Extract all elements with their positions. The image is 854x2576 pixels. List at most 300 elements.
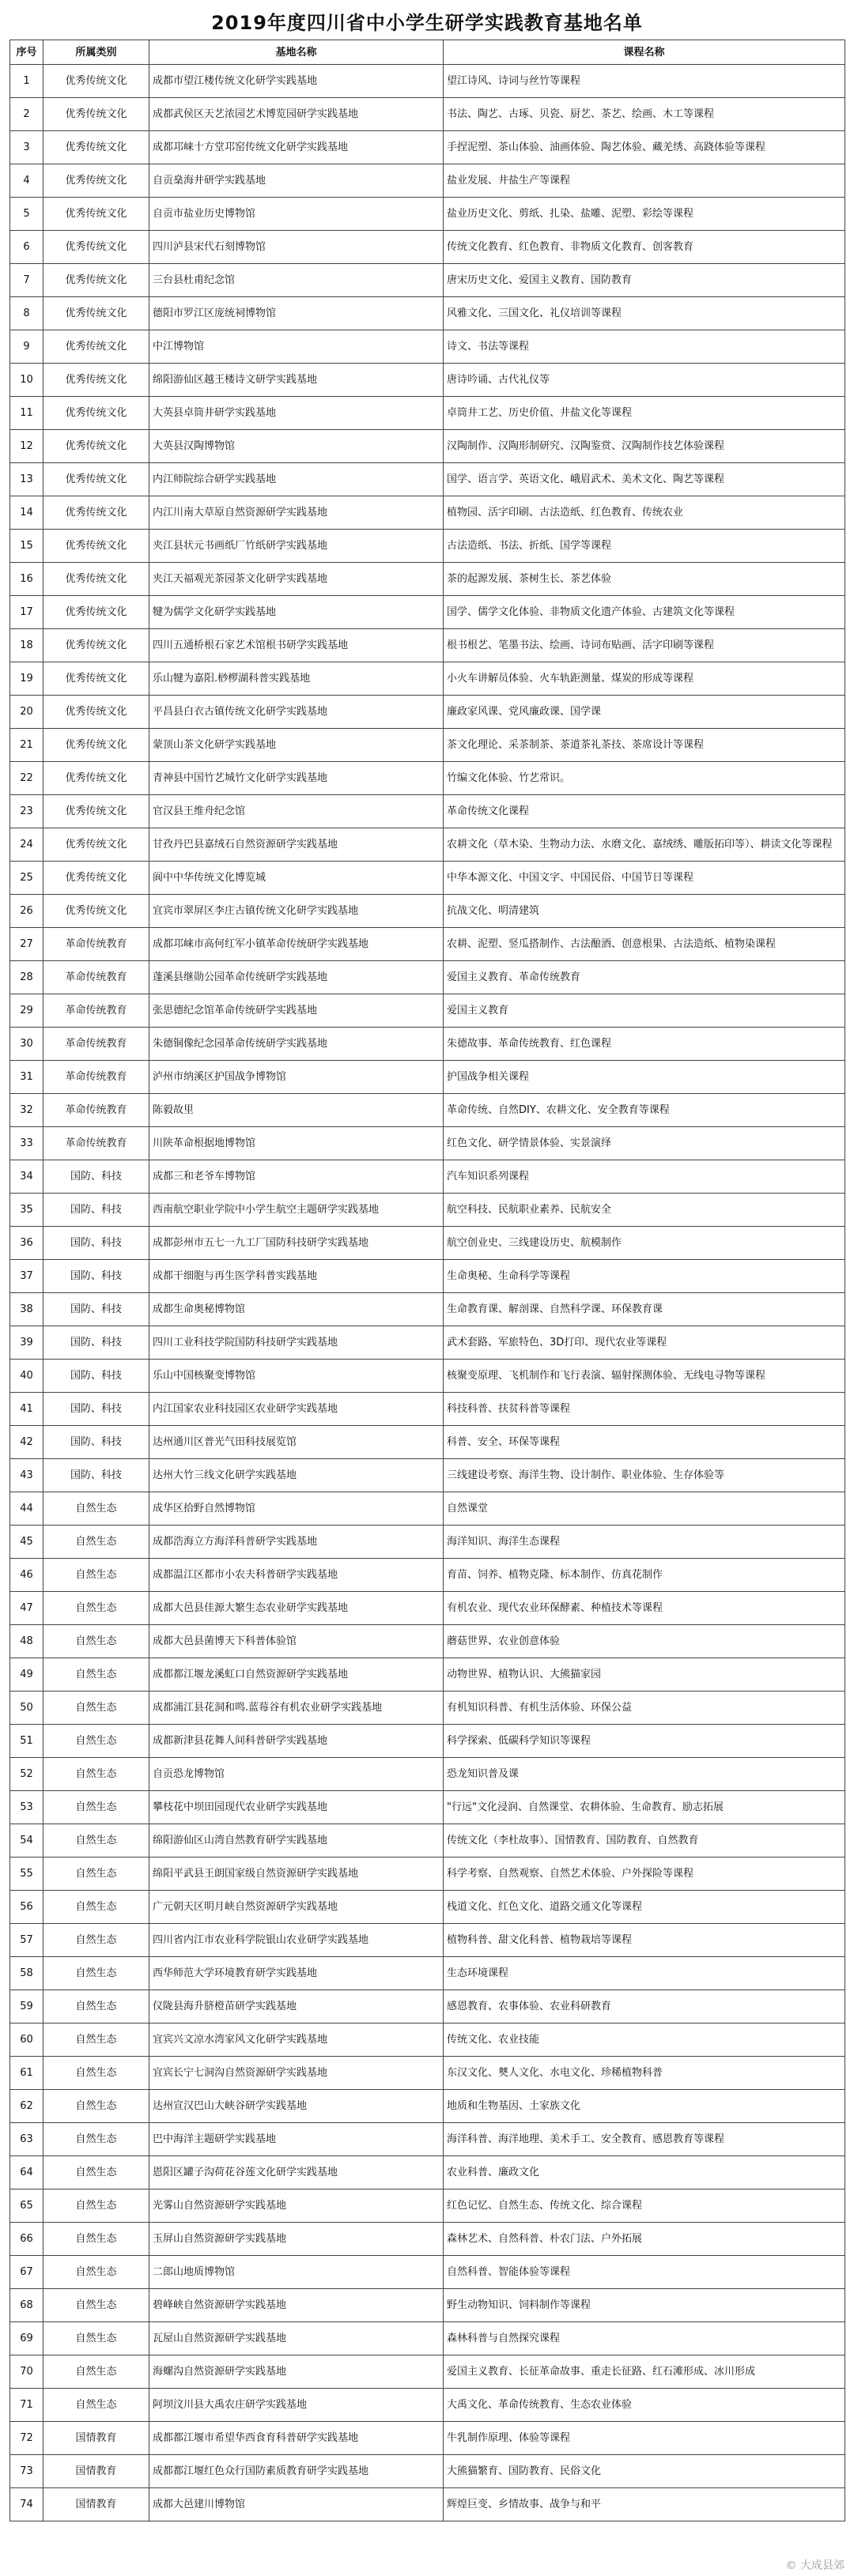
- row-base-name: 四川工业科技学院国防科技研学实践基地: [149, 1326, 444, 1360]
- row-course-name: 动物世界、植物认识、大熊猫家园: [444, 1658, 845, 1692]
- row-base-name: 攀枝花中坝田园现代农业研学实践基地: [149, 1791, 444, 1824]
- table-row: [10, 1526, 845, 1559]
- row-number: 39: [10, 1326, 43, 1360]
- row-number: 68: [10, 2289, 43, 2322]
- row-course-name: 蘑菇世界、农业创意体验: [444, 1625, 845, 1658]
- row-course-name: 传统文化教育、红色教育、非物质文化教育、创客教育: [444, 231, 845, 264]
- watermark: © 大成县郊: [785, 2559, 845, 2572]
- row-course-name: 东汉文化、僰人文化、水电文化、珍稀植物科普: [444, 2057, 845, 2090]
- table-row: [10, 1891, 845, 1924]
- row-base-name: 蓬溪县继勋公园革命传统研学实践基地: [149, 961, 444, 994]
- row-course-name: 大禹文化、革命传统教育、生态农业体验: [444, 2389, 845, 2422]
- row-number: 31: [10, 1061, 43, 1094]
- row-category: 自然生态: [43, 1625, 149, 1658]
- row-category: 自然生态: [43, 1592, 149, 1625]
- row-course-name: 辉煌巨变、乡情故事、战争与和平: [444, 2488, 845, 2521]
- table-row: [10, 828, 845, 862]
- row-course-name: 汉陶制作、汉陶形制研究、汉陶鉴赏、汉陶制作技艺体验课程: [444, 430, 845, 463]
- row-course-name: 唐宋历史文化、爱国主义教育、国防教育: [444, 264, 845, 297]
- row-base-name: 宜宾长宁七洞沟自然资源研学实践基地: [149, 2057, 444, 2090]
- row-number: 25: [10, 862, 43, 895]
- table-row: [10, 98, 845, 131]
- row-number: 41: [10, 1393, 43, 1426]
- row-number: 52: [10, 1758, 43, 1791]
- row-base-name: 宜宾市翠屏区李庄古镇传统文化研学实践基地: [149, 895, 444, 928]
- row-base-name: 大英县卓筒井研学实践基地: [149, 397, 444, 430]
- row-number: 13: [10, 463, 43, 496]
- row-base-name: 自贡市盐业历史博物馆: [149, 198, 444, 231]
- row-course-name: 爱国主义教育、革命传统教育: [444, 961, 845, 994]
- row-category: 革命传统教育: [43, 994, 149, 1028]
- row-course-name: 书法、陶艺、古琢、贝瓷、厨艺、茶艺、绘画、木工等课程: [444, 98, 845, 131]
- row-course-name: 风雅文化、三国文化、礼仪培训等课程: [444, 297, 845, 330]
- row-base-name: 成都生命奥秘博物馆: [149, 1293, 444, 1326]
- row-category: 自然生态: [43, 1957, 149, 1990]
- row-category: 自然生态: [43, 1924, 149, 1957]
- table-row: [10, 2156, 845, 2189]
- row-category: 优秀传统文化: [43, 828, 149, 862]
- row-base-name: 达州大竹三线文化研学实践基地: [149, 1459, 444, 1492]
- row-number: 61: [10, 2057, 43, 2090]
- row-number: 57: [10, 1924, 43, 1957]
- table-row: [10, 231, 845, 264]
- row-category: 国防、科技: [43, 1326, 149, 1360]
- table-row: [10, 463, 845, 496]
- row-number: 58: [10, 1957, 43, 1990]
- table-row: [10, 1227, 845, 1260]
- row-category: 国情教育: [43, 2422, 149, 2455]
- row-course-name: 竹编文化体验、竹艺常识。: [444, 762, 845, 795]
- table-row: [10, 330, 845, 364]
- row-course-name: 国学、儒学文化体验、非物质文化遗产体验、古建筑文化等课程: [444, 596, 845, 629]
- row-base-name: 成都干细胞与再生医学科普实践基地: [149, 1260, 444, 1293]
- table-row: [10, 1127, 845, 1160]
- table-row: [10, 2422, 845, 2455]
- table-row: [10, 164, 845, 198]
- row-course-name: 科学考察、自然观察、自然艺术体验、户外探险等课程: [444, 1858, 845, 1891]
- table-row: [10, 2090, 845, 2123]
- row-course-name: 恐龙知识普及课: [444, 1758, 845, 1791]
- row-base-name: 乐山犍为嘉阳.桫椤湖科普实践基地: [149, 662, 444, 696]
- row-category: 自然生态: [43, 2023, 149, 2057]
- row-course-name: 大熊猫繁育、国防教育、民俗文化: [444, 2455, 845, 2488]
- row-category: 自然生态: [43, 1526, 149, 1559]
- row-course-name: 手捏泥塑、茶山体验、油画体验、陶艺体验、藏羌绣、高跷体验等课程: [444, 131, 845, 164]
- row-category: 自然生态: [43, 1725, 149, 1758]
- row-base-name: 内江师院综合研学实践基地: [149, 463, 444, 496]
- row-course-name: 自然课堂: [444, 1492, 845, 1526]
- row-category: 自然生态: [43, 1758, 149, 1791]
- row-number: 30: [10, 1028, 43, 1061]
- row-number: 37: [10, 1260, 43, 1293]
- row-course-name: 汽车知识系列课程: [444, 1160, 845, 1194]
- row-category: 自然生态: [43, 1824, 149, 1858]
- row-course-name: 育苗、饲养、植物克隆、标本制作、仿真花制作: [444, 1559, 845, 1592]
- row-number: 46: [10, 1559, 43, 1592]
- row-base-name: 西华师范大学环境教育研学实践基地: [149, 1957, 444, 1990]
- row-number: 74: [10, 2488, 43, 2521]
- row-number: 66: [10, 2223, 43, 2256]
- row-number: 15: [10, 530, 43, 563]
- row-number: 36: [10, 1227, 43, 1260]
- row-course-name: 农业科普、廉政文化: [444, 2156, 845, 2189]
- row-number: 62: [10, 2090, 43, 2123]
- row-category: 自然生态: [43, 2256, 149, 2289]
- table-row: [10, 2488, 845, 2521]
- row-category: 革命传统教育: [43, 1028, 149, 1061]
- row-base-name: 成都浩海立方海洋科普研学实践基地: [149, 1526, 444, 1559]
- row-course-name: 小火车讲解员体验、火车轨距测量、煤炭的形成等课程: [444, 662, 845, 696]
- header-no: 序号: [10, 40, 43, 65]
- row-course-name: "行远"文化浸润、自然课堂、农耕体验、生命教育、励志拓展: [444, 1791, 845, 1824]
- row-category: 优秀传统文化: [43, 330, 149, 364]
- row-number: 71: [10, 2389, 43, 2422]
- row-category: 优秀传统文化: [43, 895, 149, 928]
- row-base-name: 成都市望江楼传统文化研学实践基地: [149, 65, 444, 98]
- header-base-name: 基地名称: [149, 40, 444, 65]
- table-row: [10, 131, 845, 164]
- row-number: 4: [10, 164, 43, 198]
- row-number: 19: [10, 662, 43, 696]
- table-row: [10, 1094, 845, 1127]
- row-number: 23: [10, 795, 43, 828]
- row-course-name: 植物科普、甜文化科普、植物栽培等课程: [444, 1924, 845, 1957]
- row-category: 国防、科技: [43, 1360, 149, 1393]
- row-number: 28: [10, 961, 43, 994]
- row-course-name: 森林艺术、自然科普、朴农门法、户外拓展: [444, 2223, 845, 2256]
- row-base-name: 海螺沟自然资源研学实践基地: [149, 2355, 444, 2389]
- row-category: 优秀传统文化: [43, 662, 149, 696]
- row-category: 国防、科技: [43, 1194, 149, 1227]
- row-course-name: 科学探索、低碳科学知识等课程: [444, 1725, 845, 1758]
- row-base-name: 自贡燊海井研学实践基地: [149, 164, 444, 198]
- row-number: 10: [10, 364, 43, 397]
- row-category: 自然生态: [43, 1990, 149, 2023]
- table-row: [10, 729, 845, 762]
- row-course-name: 卓筒井工艺、历史价值、井盐文化等课程: [444, 397, 845, 430]
- row-number: 18: [10, 629, 43, 662]
- row-category: 优秀传统文化: [43, 430, 149, 463]
- table-row: [10, 297, 845, 330]
- row-category: 优秀传统文化: [43, 463, 149, 496]
- row-base-name: 内江国家农业科技园区农业研学实践基地: [149, 1393, 444, 1426]
- table-row: [10, 1459, 845, 1492]
- row-base-name: 成都大邑县菌博天下科普体验馆: [149, 1625, 444, 1658]
- row-base-name: 乐山中国核聚变博物馆: [149, 1360, 444, 1393]
- row-base-name: 绵阳游仙区山湾自然教育研学实践基地: [149, 1824, 444, 1858]
- table-row: [10, 895, 845, 928]
- row-base-name: 三台县杜甫纪念馆: [149, 264, 444, 297]
- row-course-name: 生态环境课程: [444, 1957, 845, 1990]
- row-base-name: 蒙顶山茶文化研学实践基地: [149, 729, 444, 762]
- row-category: 自然生态: [43, 2090, 149, 2123]
- row-number: 33: [10, 1127, 43, 1160]
- table-row: [10, 1492, 845, 1526]
- row-course-name: 朱德故事、革命传统教育、红色课程: [444, 1028, 845, 1061]
- table-row: [10, 397, 845, 430]
- row-category: 革命传统教育: [43, 928, 149, 961]
- row-category: 优秀传统文化: [43, 364, 149, 397]
- row-number: 40: [10, 1360, 43, 1393]
- row-category: 革命传统教育: [43, 961, 149, 994]
- row-course-name: 爱国主义教育: [444, 994, 845, 1028]
- table-row: [10, 862, 845, 895]
- row-number: 50: [10, 1692, 43, 1725]
- row-course-name: 盐业历史文化、剪纸、扎染、盐雕、泥塑、彩绘等课程: [444, 198, 845, 231]
- row-base-name: 碧峰峡自然资源研学实践基地: [149, 2289, 444, 2322]
- row-course-name: 廉政家风课、党风廉政课、国学课: [444, 696, 845, 729]
- row-base-name: 成都都江堰龙溪虹口自然资源研学实践基地: [149, 1658, 444, 1692]
- row-base-name: 成都三和老爷车博物馆: [149, 1160, 444, 1194]
- row-number: 6: [10, 231, 43, 264]
- table-row: [10, 928, 845, 961]
- row-base-name: 西南航空职业学院中小学生航空主题研学实践基地: [149, 1194, 444, 1227]
- row-category: 国防、科技: [43, 1459, 149, 1492]
- row-base-name: 成都大邑县佳源大繁生态农业研学实践基地: [149, 1592, 444, 1625]
- row-category: 国情教育: [43, 2455, 149, 2488]
- row-course-name: 科技科普、扶贫科普等课程: [444, 1393, 845, 1426]
- row-base-name: 夹江天福观光茶园茶文化研学实践基地: [149, 563, 444, 596]
- row-course-name: 有机农业、现代农业环保酵素、种植技术等课程: [444, 1592, 845, 1625]
- row-category: 优秀传统文化: [43, 862, 149, 895]
- row-number: 21: [10, 729, 43, 762]
- row-number: 38: [10, 1293, 43, 1326]
- table-row: [10, 1160, 845, 1194]
- table-row: [10, 496, 845, 530]
- row-base-name: 巴中海洋主题研学实践基地: [149, 2123, 444, 2156]
- row-category: 优秀传统文化: [43, 65, 149, 98]
- row-course-name: 有机知识科普、有机生活体验、环保公益: [444, 1692, 845, 1725]
- row-base-name: 成都都江堰市希望华西食育科普研学实践基地: [149, 2422, 444, 2455]
- row-course-name: 盐业发展、井盐生产等课程: [444, 164, 845, 198]
- row-category: 自然生态: [43, 2289, 149, 2322]
- table-row: [10, 629, 845, 662]
- row-base-name: 成都都江堰红色众行国防素质教育研学实践基地: [149, 2455, 444, 2488]
- table-row: [10, 762, 845, 795]
- row-base-name: 陈毅故里: [149, 1094, 444, 1127]
- page-title: 2019年度四川省中小学生研学实践教育基地名单: [211, 12, 643, 34]
- row-category: 自然生态: [43, 1492, 149, 1526]
- row-category: 国情教育: [43, 2488, 149, 2521]
- row-base-name: 瓦屋山自然资源研学实践基地: [149, 2322, 444, 2355]
- row-category: 自然生态: [43, 2189, 149, 2223]
- row-number: 26: [10, 895, 43, 928]
- table-row: [10, 364, 845, 397]
- row-category: 自然生态: [43, 1791, 149, 1824]
- table-row: [10, 1260, 845, 1293]
- row-base-name: 达州通川区普光气田科技展览馆: [149, 1426, 444, 1459]
- row-category: 优秀传统文化: [43, 264, 149, 297]
- table-row: [10, 2322, 845, 2355]
- row-base-name: 成都新津县花舞人间科普研学实践基地: [149, 1725, 444, 1758]
- row-category: 优秀传统文化: [43, 795, 149, 828]
- table-row: [10, 563, 845, 596]
- row-base-name: 绵阳游仙区越王楼诗文研学实践基地: [149, 364, 444, 397]
- row-number: 5: [10, 198, 43, 231]
- table-row: [10, 1426, 845, 1459]
- table-row: [10, 1658, 845, 1692]
- table-row: [10, 1393, 845, 1426]
- row-base-name: 成都邛崃十方堂邛窑传统文化研学实践基地: [149, 131, 444, 164]
- row-number: 27: [10, 928, 43, 961]
- row-number: 56: [10, 1891, 43, 1924]
- row-course-name: 革命传统、自然DIY、农耕文化、安全教育等课程: [444, 1094, 845, 1127]
- row-category: 自然生态: [43, 2057, 149, 2090]
- row-course-name: 红色记忆、自然生态、传统文化、综合课程: [444, 2189, 845, 2223]
- row-base-name: 成都邛崃市高何红军小镇革命传统研学实践基地: [149, 928, 444, 961]
- row-base-name: 青神县中国竹艺城竹文化研学实践基地: [149, 762, 444, 795]
- row-category: 优秀传统文化: [43, 397, 149, 430]
- row-number: 43: [10, 1459, 43, 1492]
- row-number: 20: [10, 696, 43, 729]
- row-course-name: 中华本源文化、中国文字、中国民俗、中国节日等课程: [444, 862, 845, 895]
- row-course-name: 诗文、书法等课程: [444, 330, 845, 364]
- table-row: [10, 961, 845, 994]
- row-base-name: 中江博物馆: [149, 330, 444, 364]
- row-course-name: 根书根艺、笔墨书法、绘画、诗词布贴画、活字印刷等课程: [444, 629, 845, 662]
- row-number: 29: [10, 994, 43, 1028]
- row-category: 优秀传统文化: [43, 596, 149, 629]
- row-course-name: 航空科技、民航职业素养、民航安全: [444, 1194, 845, 1227]
- row-course-name: 古法造纸、书法、折纸、国学等课程: [444, 530, 845, 563]
- row-base-name: 四川省内江市农业科学院银山农业研学实践基地: [149, 1924, 444, 1957]
- row-course-name: 森林科普与自然探究课程: [444, 2322, 845, 2355]
- row-category: 国防、科技: [43, 1393, 149, 1426]
- row-category: 自然生态: [43, 2389, 149, 2422]
- row-course-name: 野生动物知识、饲料制作等课程: [444, 2289, 845, 2322]
- table-row: [10, 1326, 845, 1360]
- table-row: [10, 696, 845, 729]
- row-number: 48: [10, 1625, 43, 1658]
- row-course-name: 传统文化（李杜故事）、国情教育、国防教育、自然教育: [444, 1824, 845, 1858]
- row-base-name: 光雾山自然资源研学实践基地: [149, 2189, 444, 2223]
- table-row: [10, 198, 845, 231]
- table-row: [10, 430, 845, 463]
- row-number: 3: [10, 131, 43, 164]
- table-row: [10, 1194, 845, 1227]
- row-category: 优秀传统文化: [43, 729, 149, 762]
- row-number: 16: [10, 563, 43, 596]
- row-course-name: 科普、安全、环保等课程: [444, 1426, 845, 1459]
- row-category: 自然生态: [43, 1858, 149, 1891]
- row-base-name: 张思德纪念馆革命传统研学实践基地: [149, 994, 444, 1028]
- row-category: 优秀传统文化: [43, 496, 149, 530]
- row-course-name: 牛乳制作原理、体验等课程: [444, 2422, 845, 2455]
- row-category: 自然生态: [43, 1559, 149, 1592]
- row-number: 17: [10, 596, 43, 629]
- row-course-name: 农耕、泥塑、竖瓜搭制作、古法酿酒、创意根果、古法造纸、植物染课程: [444, 928, 845, 961]
- row-category: 优秀传统文化: [43, 297, 149, 330]
- row-course-name: 茶文化理论、采茶制茶、茶道茶礼茶技、茶席设计等课程: [444, 729, 845, 762]
- row-course-name: 自然科普、智能体验等课程: [444, 2256, 845, 2289]
- row-base-name: 成都武侯区天艺浓园艺术博览园研学实践基地: [149, 98, 444, 131]
- row-base-name: 成都彭州市五七一九工厂国防科技研学实践基地: [149, 1227, 444, 1260]
- base-list-table: [9, 40, 845, 2521]
- row-base-name: 内江川南大草原自然资源研学实践基地: [149, 496, 444, 530]
- row-course-name: 生命奥秘、生命科学等课程: [444, 1260, 845, 1293]
- table-header-row: [10, 40, 845, 65]
- row-category: 自然生态: [43, 1692, 149, 1725]
- table-row: [10, 264, 845, 297]
- table-row: [10, 1990, 845, 2023]
- row-number: 45: [10, 1526, 43, 1559]
- row-base-name: 四川泸县宋代石刻博物馆: [149, 231, 444, 264]
- row-base-name: 川陕革命根据地博物馆: [149, 1127, 444, 1160]
- row-course-name: 望江诗风、诗词与丝竹等课程: [444, 65, 845, 98]
- row-base-name: 德阳市罗江区庞统祠博物馆: [149, 297, 444, 330]
- row-number: 49: [10, 1658, 43, 1692]
- row-base-name: 玉屏山自然资源研学实践基地: [149, 2223, 444, 2256]
- row-category: 革命传统教育: [43, 1061, 149, 1094]
- table-row: [10, 1592, 845, 1625]
- row-category: 革命传统教育: [43, 1127, 149, 1160]
- table-row: [10, 1028, 845, 1061]
- row-base-name: 成都大邑建川博物馆: [149, 2488, 444, 2521]
- row-number: 11: [10, 397, 43, 430]
- row-course-name: 武术套路、军旅特色、3D打印、现代农业等课程: [444, 1326, 845, 1360]
- row-course-name: 红色文化、研学情景体验、实景演绎: [444, 1127, 845, 1160]
- row-base-name: 绵阳平武县王朗国家级自然资源研学实践基地: [149, 1858, 444, 1891]
- row-category: 国防、科技: [43, 1227, 149, 1260]
- row-base-name: 朱德铜像纪念园革命传统研学实践基地: [149, 1028, 444, 1061]
- table-row: [10, 530, 845, 563]
- row-number: 32: [10, 1094, 43, 1127]
- row-number: 35: [10, 1194, 43, 1227]
- row-base-name: 仪陇县海升脐橙苗研学实践基地: [149, 1990, 444, 2023]
- row-course-name: 国学、语言学、英语文化、峨眉武术、美术文化、陶艺等课程: [444, 463, 845, 496]
- table-row: [10, 596, 845, 629]
- row-course-name: 海洋知识、海洋生态课程: [444, 1526, 845, 1559]
- row-number: 7: [10, 264, 43, 297]
- row-category: 优秀传统文化: [43, 696, 149, 729]
- row-course-name: 感恩教育、农事体验、农业科研教育: [444, 1990, 845, 2023]
- row-course-name: 革命传统文化课程: [444, 795, 845, 828]
- table-row: [10, 1360, 845, 1393]
- row-category: 国防、科技: [43, 1260, 149, 1293]
- row-number: 2: [10, 98, 43, 131]
- row-base-name: 广元朝天区明月峡自然资源研学实践基地: [149, 1891, 444, 1924]
- row-base-name: 犍为儒学文化研学实践基地: [149, 596, 444, 629]
- row-base-name: 四川五通桥根石家艺术馆根书研学实践基地: [149, 629, 444, 662]
- table-row: [10, 662, 845, 696]
- table-row: [10, 2189, 845, 2223]
- row-course-name: 农耕文化（草木染、生物动力法、水磨文化、嘉绒绣、雕版拓印等）、耕读文化等课程: [444, 828, 845, 862]
- table-row: [10, 1725, 845, 1758]
- row-base-name: 阆中中华传统文化博览城: [149, 862, 444, 895]
- table-row: [10, 1791, 845, 1824]
- row-category: 革命传统教育: [43, 1094, 149, 1127]
- row-number: 44: [10, 1492, 43, 1526]
- row-category: 自然生态: [43, 1658, 149, 1692]
- table-row: [10, 1061, 845, 1094]
- row-course-name: 地质和生物基因、土家族文化: [444, 2090, 845, 2123]
- row-base-name: 二郎山地质博物馆: [149, 2256, 444, 2289]
- table-row: [10, 2057, 845, 2090]
- table-row: [10, 2389, 845, 2422]
- row-course-name: 海洋科普、海洋地理、美术手工、安全教育、感恩教育等课程: [444, 2123, 845, 2156]
- row-number: 73: [10, 2455, 43, 2488]
- row-number: 70: [10, 2355, 43, 2389]
- table-row: [10, 1858, 845, 1891]
- row-course-name: 航空创业史、三线建设历史、航模制作: [444, 1227, 845, 1260]
- row-base-name: 夹江县状元书画纸厂竹纸研学实践基地: [149, 530, 444, 563]
- row-number: 59: [10, 1990, 43, 2023]
- row-category: 优秀传统文化: [43, 563, 149, 596]
- row-number: 69: [10, 2322, 43, 2355]
- row-base-name: 泸州市纳溪区护国战争博物馆: [149, 1061, 444, 1094]
- row-course-name: 传统文化、农业技能: [444, 2023, 845, 2057]
- table-row: [10, 795, 845, 828]
